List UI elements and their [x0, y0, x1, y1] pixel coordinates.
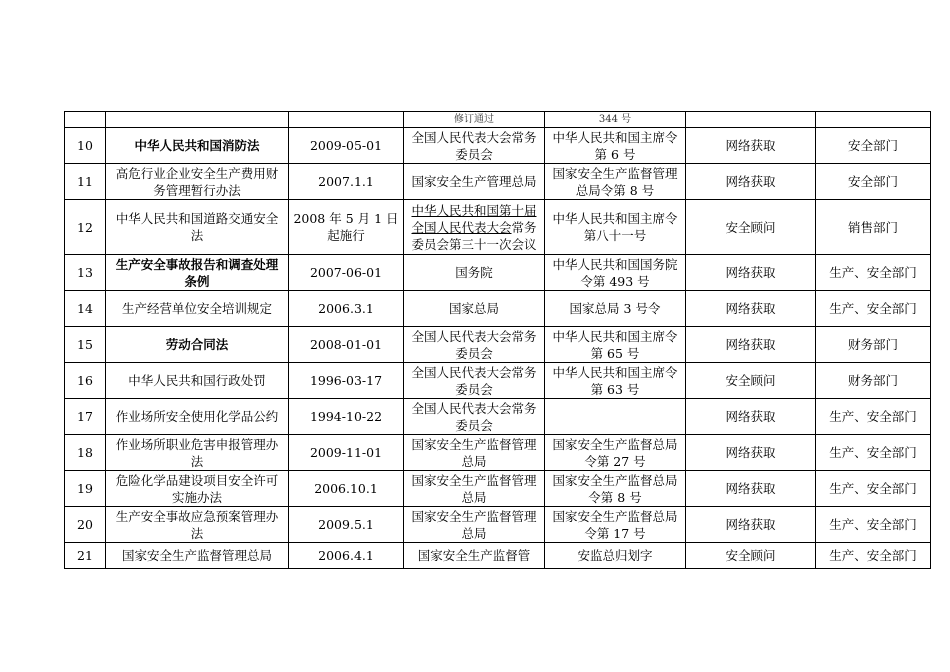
table-row	[65, 255, 931, 291]
cell-dept	[816, 112, 931, 128]
cell-source: 网络获取	[686, 128, 816, 164]
table-row	[65, 507, 931, 543]
cell-source: 网络获取	[686, 291, 816, 327]
table-row	[65, 291, 931, 327]
cell-name: 作业场所职业危害申报管理办法	[106, 435, 289, 471]
cell-date: 2006.4.1	[289, 543, 404, 569]
cell-name: 中华人民共和国消防法	[106, 128, 289, 164]
cell-issuer: 全国人民代表大会常务委员会	[404, 327, 545, 363]
cell-doc: 国家总局 3 号令	[545, 291, 686, 327]
cell-date: 2008 年 5 月 1 日起施行	[289, 200, 404, 255]
cell-name	[106, 112, 289, 128]
cell-issuer: 国家总局	[404, 291, 545, 327]
cell-date: 2008-01-01	[289, 327, 404, 363]
cell-name: 生产安全事故报告和调查处理条例	[106, 255, 289, 291]
cell-date	[289, 112, 404, 128]
issuer-underlined: 中华人民共和国第十届全国人民代表大会	[411, 202, 537, 235]
cell-issuer: 国家安全生产监督管理总局	[404, 507, 545, 543]
cell-no: 10	[65, 128, 106, 164]
table-row	[65, 200, 931, 255]
cell-source	[686, 112, 816, 128]
cell-doc: 中华人民共和国主席令第 6 号	[545, 128, 686, 164]
cell-issuer: 全国人民代表大会常务委员会	[404, 128, 545, 164]
cell-dept: 安全部门	[816, 164, 931, 200]
cell-date: 2009-05-01	[289, 128, 404, 164]
cell-doc	[545, 399, 686, 435]
cell-no	[65, 112, 106, 128]
cell-doc: 344 号	[545, 112, 686, 128]
cell-date: 2006.3.1	[289, 291, 404, 327]
cell-dept: 生产、安全部门	[816, 255, 931, 291]
table-row	[65, 435, 931, 471]
cell-dept: 安全部门	[816, 128, 931, 164]
cell-doc: 国家安全生产监督总局令第 8 号	[545, 471, 686, 507]
cell-issuer: 国家安全生产监督管理总局	[404, 471, 545, 507]
cell-dept: 财务部门	[816, 327, 931, 363]
cell-issuer	[404, 200, 545, 255]
cell-name: 生产安全事故应急预案管理办法	[106, 507, 289, 543]
cell-date: 2006.10.1	[289, 471, 404, 507]
table-row	[65, 164, 931, 200]
table-row	[65, 128, 931, 164]
cell-doc: 国家安全生产监督管理总局令第 8 号	[545, 164, 686, 200]
cell-no: 11	[65, 164, 106, 200]
cell-date: 2007.1.1	[289, 164, 404, 200]
cell-source: 网络获取	[686, 399, 816, 435]
cell-no: 18	[65, 435, 106, 471]
cell-name: 国家安全生产监督管理总局	[106, 543, 289, 569]
cell-doc: 国家安全生产监督总局令第 17 号	[545, 507, 686, 543]
cell-source: 网络获取	[686, 471, 816, 507]
cell-issuer: 修订通过	[404, 112, 545, 128]
cell-doc: 中华人民共和国主席令第 65 号	[545, 327, 686, 363]
cell-doc: 安监总归划字	[545, 543, 686, 569]
table-row	[65, 471, 931, 507]
cell-doc: 国家安全生产监督总局令第 27 号	[545, 435, 686, 471]
cell-dept: 销售部门	[816, 200, 931, 255]
cell-no: 17	[65, 399, 106, 435]
cell-name: 生产经营单位安全培训规定	[106, 291, 289, 327]
cell-issuer: 全国人民代表大会常务委员会	[404, 363, 545, 399]
cell-source: 网络获取	[686, 507, 816, 543]
cell-date: 2009.5.1	[289, 507, 404, 543]
cell-source: 网络获取	[686, 255, 816, 291]
cell-doc: 中华人民共和国主席令第 63 号	[545, 363, 686, 399]
cell-dept: 生产、安全部门	[816, 399, 931, 435]
table-row	[65, 399, 931, 435]
cell-no: 12	[65, 200, 106, 255]
cell-issuer: 国务院	[404, 255, 545, 291]
table-row	[65, 363, 931, 399]
cell-no: 21	[65, 543, 106, 569]
cell-dept: 生产、安全部门	[816, 543, 931, 569]
cell-source: 安全顾问	[686, 363, 816, 399]
cell-source: 网络获取	[686, 327, 816, 363]
cell-issuer: 全国人民代表大会常务委员会	[404, 399, 545, 435]
cell-name: 劳动合同法	[106, 327, 289, 363]
cell-name: 中华人民共和国道路交通安全法	[106, 200, 289, 255]
cell-dept: 生产、安全部门	[816, 291, 931, 327]
cell-date: 1996-03-17	[289, 363, 404, 399]
issuer-rest: 常务委员会第三十一次会议	[411, 219, 537, 252]
cell-source: 安全顾问	[686, 200, 816, 255]
cell-no: 19	[65, 471, 106, 507]
cell-doc: 中华人民共和国主席令第八十一号	[545, 200, 686, 255]
table-row	[65, 112, 931, 128]
cell-no: 13	[65, 255, 106, 291]
cell-name: 高危行业企业安全生产费用财务管理暂行办法	[106, 164, 289, 200]
cell-date: 2007-06-01	[289, 255, 404, 291]
cell-source: 网络获取	[686, 164, 816, 200]
cell-no: 15	[65, 327, 106, 363]
cell-dept: 财务部门	[816, 363, 931, 399]
cell-issuer: 国家安全生产监督管理总局	[404, 435, 545, 471]
cell-issuer: 国家安全生产管理总局	[404, 164, 545, 200]
cell-source: 安全顾问	[686, 543, 816, 569]
cell-issuer: 国家安全生产监督管	[404, 543, 545, 569]
cell-dept: 生产、安全部门	[816, 435, 931, 471]
cell-date: 2009-11-01	[289, 435, 404, 471]
table-row	[65, 327, 931, 363]
cell-dept: 生产、安全部门	[816, 471, 931, 507]
cell-name: 中华人民共和国行政处罚	[106, 363, 289, 399]
cell-name: 危险化学品建设项目安全许可实施办法	[106, 471, 289, 507]
cell-no: 14	[65, 291, 106, 327]
regulations-table	[64, 111, 931, 569]
cell-no: 16	[65, 363, 106, 399]
cell-doc: 中华人民共和国国务院令第 493 号	[545, 255, 686, 291]
cell-dept: 生产、安全部门	[816, 507, 931, 543]
table-row	[65, 543, 931, 569]
cell-no: 20	[65, 507, 106, 543]
cell-source: 网络获取	[686, 435, 816, 471]
cell-name: 作业场所安全使用化学品公约	[106, 399, 289, 435]
cell-date: 1994-10-22	[289, 399, 404, 435]
